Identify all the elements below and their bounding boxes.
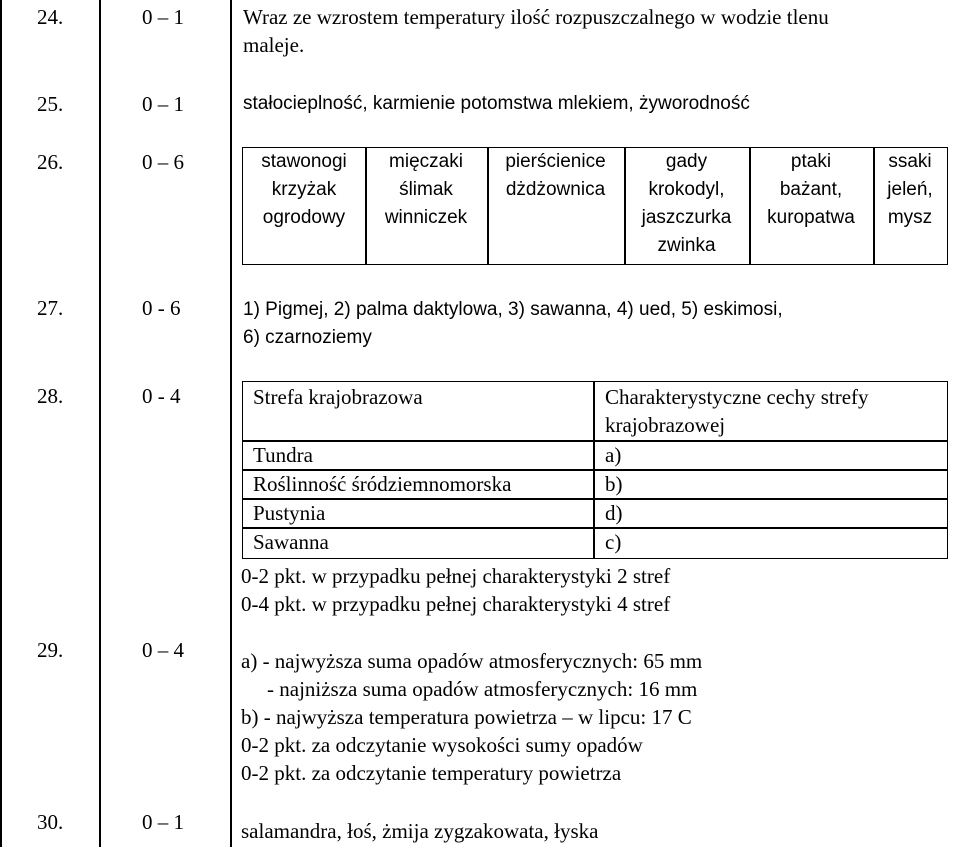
answer-25: stałocieplność, karmienie potomstwa mlekiem, żyworodność: [243, 93, 750, 114]
animals-example-cell: [624, 176, 749, 260]
example-line: ogrodowy: [262, 207, 346, 228]
animals-example-cell: [243, 176, 365, 232]
zones-header-left: Strefa krajobrazowa: [253, 385, 423, 409]
example-line: krokodyl,: [648, 179, 725, 200]
example-line: bażant,: [779, 179, 843, 200]
question-number: 24.: [37, 5, 64, 29]
animals-example-cell: [749, 176, 873, 232]
left-border: [0, 0, 2, 847]
answer-29-line: 0-2 pkt. za odczytanie temperatury powietrza: [241, 761, 622, 785]
zones-header-divider: [243, 440, 947, 442]
zone-feature: d): [605, 501, 623, 525]
zones-note: 0-4 pkt. w przypadku pełnej charakterystyki 4 stref: [241, 592, 671, 616]
question-number: 29.: [37, 638, 64, 662]
example-line: jaszczurka: [641, 207, 732, 228]
animals-header-cell: gady: [665, 151, 708, 172]
question-number: 30.: [37, 810, 64, 834]
example-line: jeleń,: [887, 179, 933, 200]
header-line: krajobrazowej: [605, 413, 726, 437]
animals-header-cell: stawonogi: [261, 151, 347, 172]
header-line: Charakterystyczne cechy strefy: [605, 385, 869, 409]
example-line: kuropatwa: [767, 207, 855, 228]
zone-name: Tundra: [253, 443, 313, 467]
points-range: 0 - 6: [142, 296, 181, 320]
zones-row-divider: [243, 498, 947, 500]
example-line: dżdżownica: [505, 179, 606, 200]
question-number: 25.: [37, 92, 64, 116]
column-divider-points: [230, 0, 232, 847]
example-line: winniczek: [384, 207, 468, 228]
zones-table: [242, 381, 948, 559]
animals-example-cell: [487, 176, 624, 204]
animals-table: [242, 147, 948, 265]
animals-header-cell: pierścienice: [505, 151, 606, 172]
points-range: 0 – 1: [142, 810, 184, 834]
zones-note: 0-2 pkt. w przypadku pełnej charakterystyki 2 stref: [241, 564, 671, 588]
animals-header-cell: ptaki: [790, 151, 832, 172]
question-number: 26.: [37, 150, 64, 174]
answer-29-line: - najniższa suma opadów atmosferycznych: 16 mm: [267, 677, 698, 701]
points-range: 0 – 1: [142, 5, 184, 29]
question-number: 28.: [37, 384, 64, 408]
answer-29-line: b) - najwyższa temperatura powietrza – w lipcu: 17 C: [241, 705, 692, 729]
example-line: krzyżak: [271, 179, 337, 200]
points-range: 0 – 1: [142, 92, 184, 116]
animals-example-cell: [365, 176, 487, 232]
zone-feature: b): [605, 472, 623, 496]
answer-24-line-1: Wraz ze wzrostem temperatury ilość rozpuszczalnego w wodzie tlenu: [243, 5, 829, 29]
answer-27-line-2: 6) czarnoziemy: [243, 327, 372, 348]
example-line: zwinka: [657, 235, 716, 256]
example-line: ślimak: [399, 179, 453, 200]
zone-feature: a): [605, 443, 622, 467]
points-range: 0 - 4: [142, 384, 181, 408]
zone-name: Roślinność śródziemnomorska: [253, 472, 512, 496]
answer-27-line-1: 1) Pigmej, 2) palma daktylowa, 3) sawanna, 4) ued, 5) eskimosi,: [243, 299, 783, 320]
question-number: 27.: [37, 296, 64, 320]
points-range: 0 – 4: [142, 638, 184, 662]
points-range: 0 – 6: [142, 150, 184, 174]
example-line: mysz: [887, 207, 933, 228]
zones-row-divider: [243, 527, 947, 529]
zone-name: Pustynia: [253, 501, 326, 525]
answer-24-line-2: maleje.: [243, 33, 305, 57]
animals-header-cell: mięczaki: [389, 151, 463, 172]
zone-feature: c): [605, 530, 622, 554]
answer-29-line: a) - najwyższa suma opadów atmosferycznych: 65 mm: [241, 649, 703, 673]
answer-30: salamandra, łoś, żmija zygzakowata, łyska: [241, 819, 599, 843]
animals-example-cell: [873, 176, 947, 232]
column-divider-number: [99, 0, 101, 847]
answer-29-line: 0-2 pkt. za odczytanie wysokości sumy opadów: [241, 733, 643, 757]
zone-name: Sawanna: [253, 530, 329, 554]
animals-header-cell: ssaki: [888, 151, 932, 172]
zones-header-right: [605, 383, 869, 439]
